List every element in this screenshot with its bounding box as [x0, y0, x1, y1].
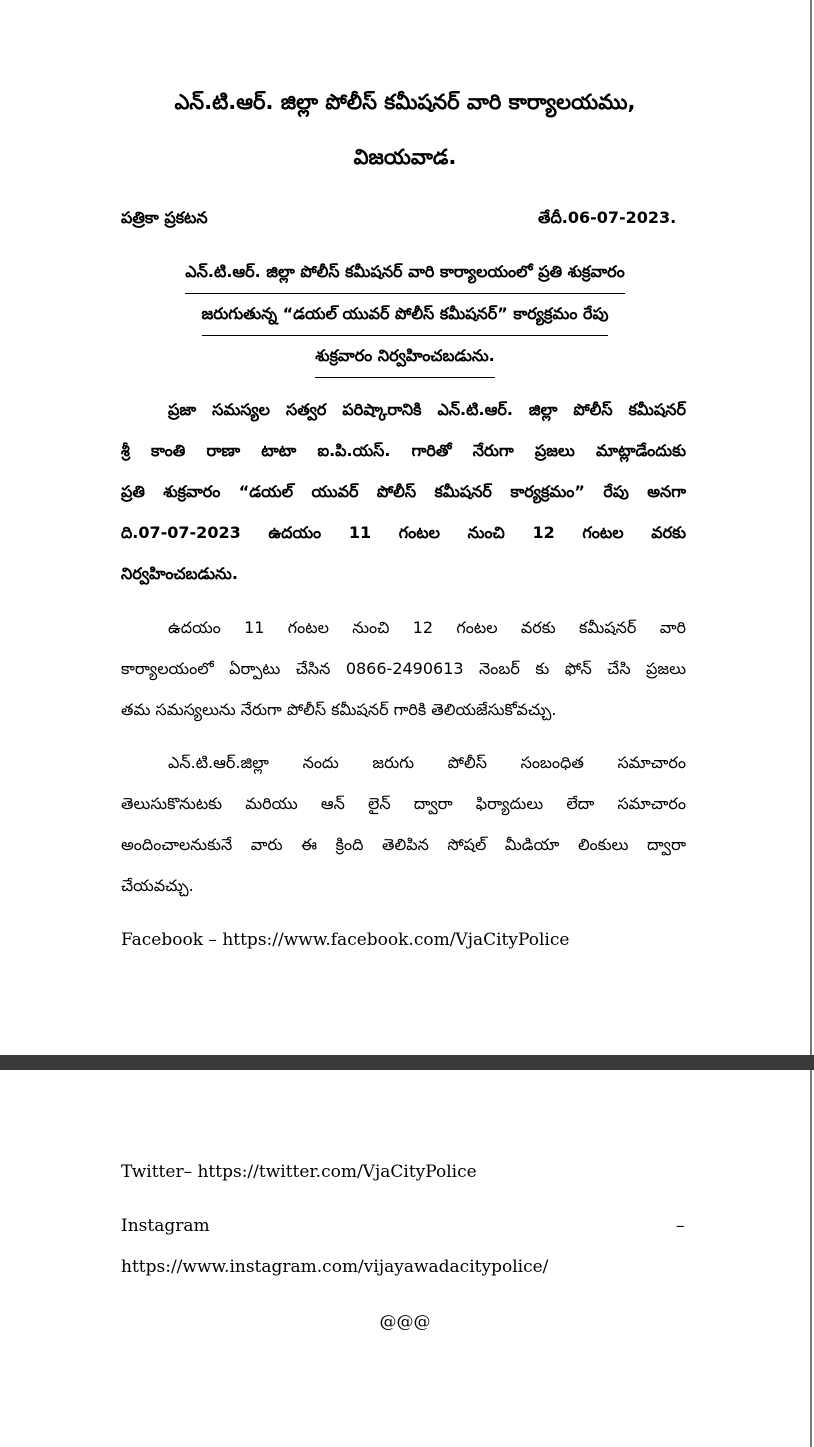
instagram-label: Instagram [121, 1216, 210, 1236]
end-mark: @@@ [379, 1312, 431, 1332]
twitter-link[interactable]: Twitter– https://twitter.com/VjaCityPolice [121, 1162, 477, 1182]
office-city: విజయవాడ. [353, 145, 457, 169]
paragraph1-line-2: శ్రీ కాంతి రాణా టాటా ఐ.పి.యస్. గారితో నేరుగా ప్రజలు మాట్లాడేందుకు [121, 441, 686, 460]
paragraph2-line-2: కార్యాలయంలో ఏర్పాటు చేసిన 0866-2490613 నెంబర్ కు ఫోన్ చేసి ప్రజలు [121, 659, 686, 678]
paragraph1-line-4: ది.07-07-2023 ఉదయం 11 గంటల నుంచి 12 గంటల వరకు [121, 523, 686, 542]
paragraph3-line-2: తెలుసుకొనుటకు మరియు ఆన్ లైన్ ద్వారా ఫిర్యాదులు లేదా సమాచారం [121, 794, 686, 813]
instagram-link[interactable]: https://www.instagram.com/vijayawadacitypolice/ [121, 1257, 549, 1277]
paragraph1-line-5: నిర్వహించబడును. [121, 564, 238, 583]
headline-line-2: జరుగుతున్న “డయల్ యువర్ పోలీస్ కమీషనర్” కార్యక్రమం రేపు [0, 304, 810, 336]
press-release-date: తేదీ.06-07-2023. [538, 208, 677, 227]
page-right-edge [810, 0, 812, 1447]
facebook-link[interactable]: Facebook – https://www.facebook.com/VjaCityPolice [121, 930, 570, 950]
paragraph3-line-4: చేయవచ్చు. [121, 876, 194, 895]
press-release-label: పత్రికా ప్రకటన [121, 208, 208, 227]
paragraph2-line-3: తమ సమస్యలును నేరుగా పోలీస్ కమీషనర్ గారికి తెలియజేసుకోవచ్చు. [121, 700, 557, 719]
office-title: ఎన్.టి.ఆర్. జిల్లా పోలీస్ కమీషనర్ వారి కార్యాలయము, [174, 90, 636, 114]
paragraph1-line-1: ప్రజా సమస్యల సత్వర పరిష్కారానికి ఎన్.టి.ఆర్. జిల్లా పోలీస్ కమీషనర్ [168, 400, 686, 419]
headline-line-1: ఎన్.టి.ఆర్. జిల్లా పోలీస్ కమీషనర్ వారి కార్యాలయంలో ప్రతి శుక్రవారం [0, 262, 810, 294]
page-break [0, 1055, 814, 1070]
headline-line-3: శుక్రవారం నిర్వహించబడును. [0, 346, 810, 378]
paragraph3-line-1: ఎన్.టి.ఆర్.జిల్లా నందు జరుగు పోలీస్ సంబంధిత సమాచారం [168, 753, 686, 772]
paragraph3-line-3: అందించాలనుకునే వారు ఈ క్రింది తెలిపిన సోషల్ మీడియా లింకులు ద్వారా [121, 835, 686, 854]
paragraph1-line-3: ప్రతి శుక్రవారం “డయల్ యువర్ పోలీస్ కమీషనర్ కార్యక్రమం” రేపు అనగా [121, 482, 686, 501]
paragraph2-line-1: ఉదయం 11 గంటల నుంచి 12 గంటల వరకు కమీషనర్ వారి [168, 618, 686, 637]
instagram-dash: – [676, 1216, 685, 1236]
document-page-2 [0, 1070, 810, 1447]
